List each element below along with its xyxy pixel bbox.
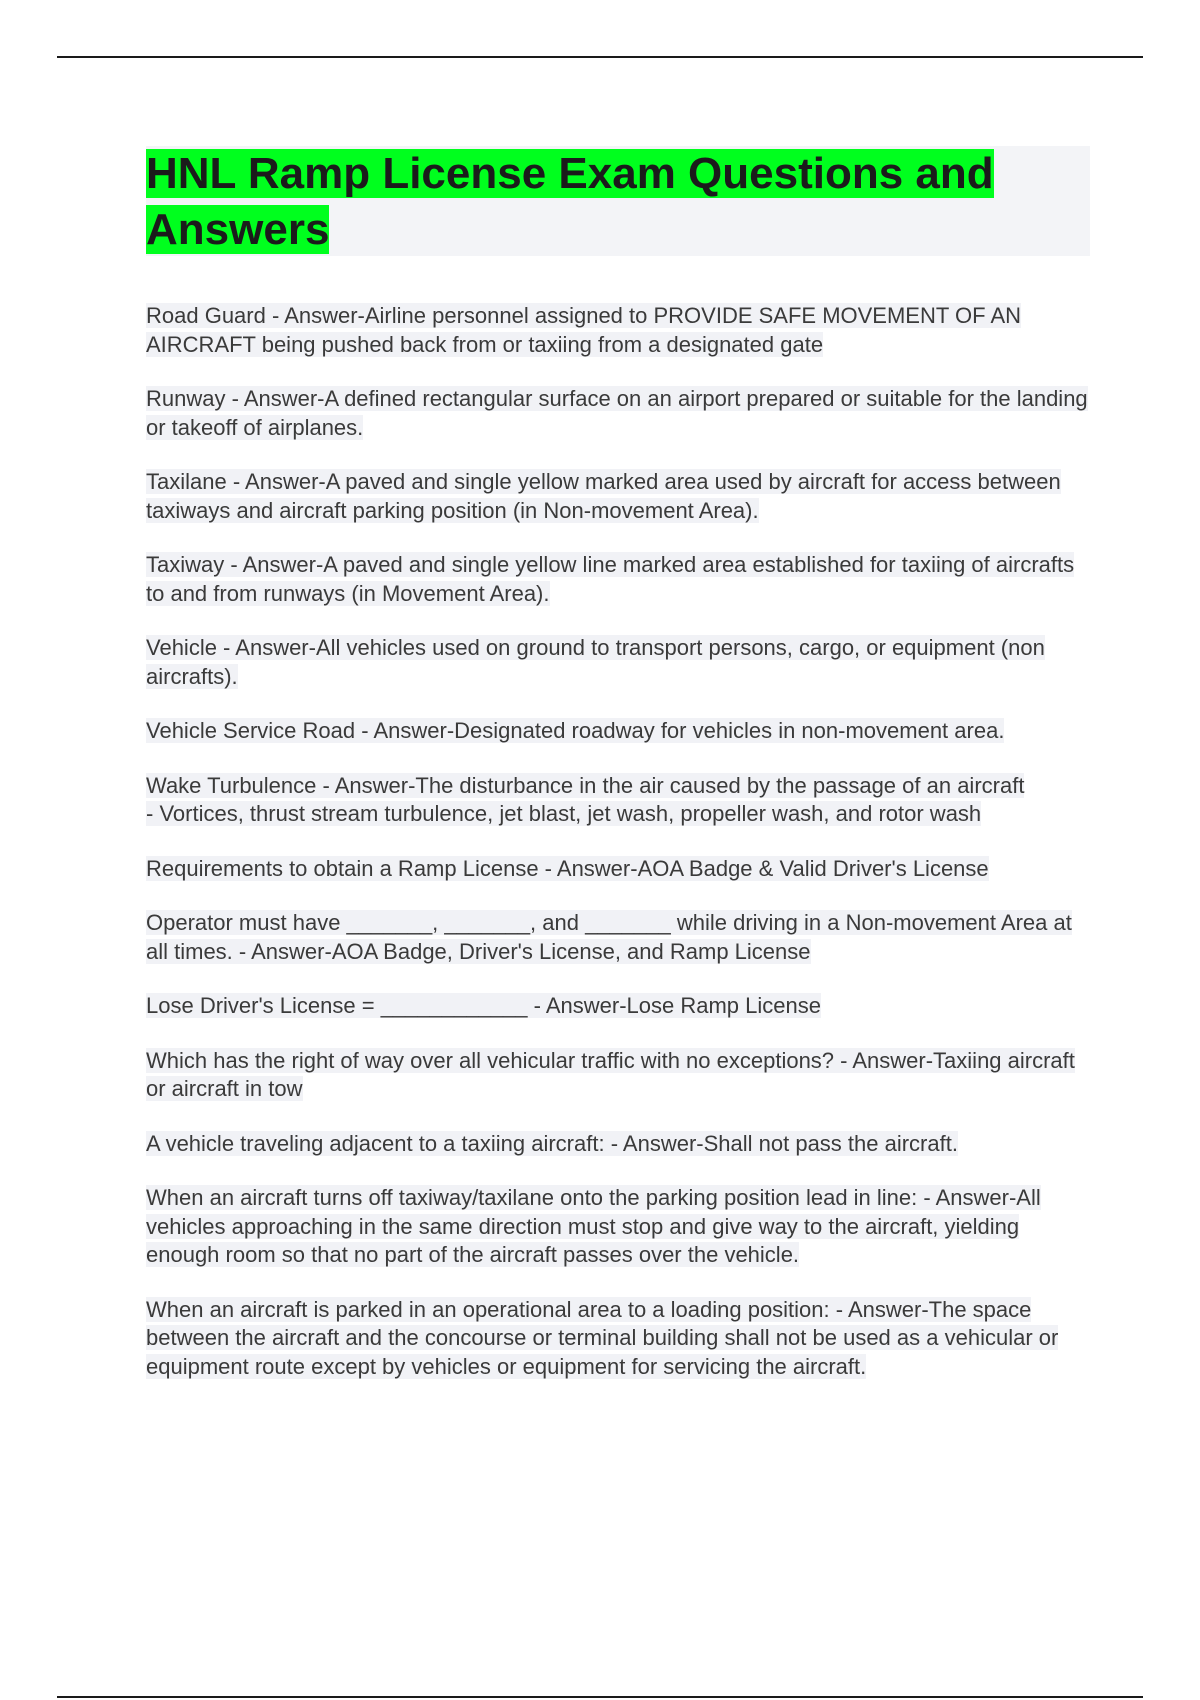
qa-item-vehicle-service-road xyxy=(146,717,1090,746)
qa-item-runway xyxy=(146,385,1090,442)
qa-item-right-of-way xyxy=(146,1047,1090,1104)
qa-text: Wake Turbulence - Answer-The disturbance in the air caused by the passage of an aircraft - Vortices, thrust stream turbulence, jet blast, jet wash, propeller wash, and rotor wash xyxy=(146,772,1025,826)
qa-item-vehicle xyxy=(146,634,1090,691)
qa-text: Lose Driver's License = ____________ - Answer-Lose Ramp License xyxy=(146,993,821,1018)
qa-item-ramp-license-requirements xyxy=(146,855,1090,884)
qa-item-aircraft-turns-off xyxy=(146,1184,1090,1270)
qa-text: Runway - Answer-A defined rectangular surface on an airport prepared or suitable for the landing or takeoff of airplanes. xyxy=(146,386,1088,440)
qa-text: Which has the right of way over all vehicular traffic with no exceptions? - Answer-Taxiing aircraft or aircraft in tow xyxy=(146,1047,1075,1101)
qa-text: Operator must have _______, _______, and _______ while driving in a Non-movement Area at all times. - Answer-AOA Badge, Driver's License, and Ramp License xyxy=(146,910,1072,964)
qa-text: Requirements to obtain a Ramp License - Answer-AOA Badge & Valid Driver's License xyxy=(146,855,989,881)
qa-text: Vehicle Service Road - Answer-Designated roadway for vehicles in non-movement area. xyxy=(146,718,1005,743)
qa-text: When an aircraft is parked in an operational area to a loading position: - Answer-The space between the aircraft and the concourse or terminal building shall not be used as a vehicular or equipment route except by vehicles or equipment for servicing the aircraft. xyxy=(146,1296,1059,1379)
footer-rule xyxy=(57,1696,1143,1698)
qa-text: When an aircraft turns off taxiway/taxilane onto the parking position lead in line: - Answer-All vehicles approaching in the same direction must stop and give way to the aircraft, yielding enough room so that no part of the aircraft passes over the vehicle. xyxy=(146,1185,1041,1267)
qa-item-taxilane xyxy=(146,468,1090,525)
qa-item-aircraft-parked xyxy=(146,1296,1090,1382)
qa-item-taxiway xyxy=(146,551,1090,608)
qa-item-adjacent-vehicle xyxy=(146,1130,1090,1159)
title-block xyxy=(146,146,1090,256)
qa-text: Road Guard - Answer-Airline personnel assigned to PROVIDE SAFE MOVEMENT OF AN AIRCRAFT being pushed back from or taxiing from a designated gate xyxy=(146,303,1022,357)
qa-item-road-guard xyxy=(146,302,1090,359)
header-rule xyxy=(57,56,1143,58)
document-body xyxy=(146,146,1090,1407)
qa-text: A vehicle traveling adjacent to a taxiing aircraft: - Answer-Shall not pass the aircraft. xyxy=(146,1130,958,1156)
qa-item-wake-turbulence xyxy=(146,772,1090,829)
document-title: HNL Ramp License Exam Questions and Answers xyxy=(146,149,994,254)
qa-text: Vehicle - Answer-All vehicles used on ground to transport persons, cargo, or equipment (non aircrafts). xyxy=(146,635,1045,689)
qa-item-operator-must-have xyxy=(146,909,1090,966)
qa-text: Taxiway - Answer-A paved and single yellow line marked area established for taxiing of aircrafts to and from runways (in Movement Area). xyxy=(146,552,1075,606)
qa-text: Taxilane - Answer-A paved and single yellow marked area used by aircraft for access between taxiways and aircraft parking position (in Non-movement Area). xyxy=(146,469,1061,523)
qa-item-lose-drivers-license xyxy=(146,992,1090,1021)
